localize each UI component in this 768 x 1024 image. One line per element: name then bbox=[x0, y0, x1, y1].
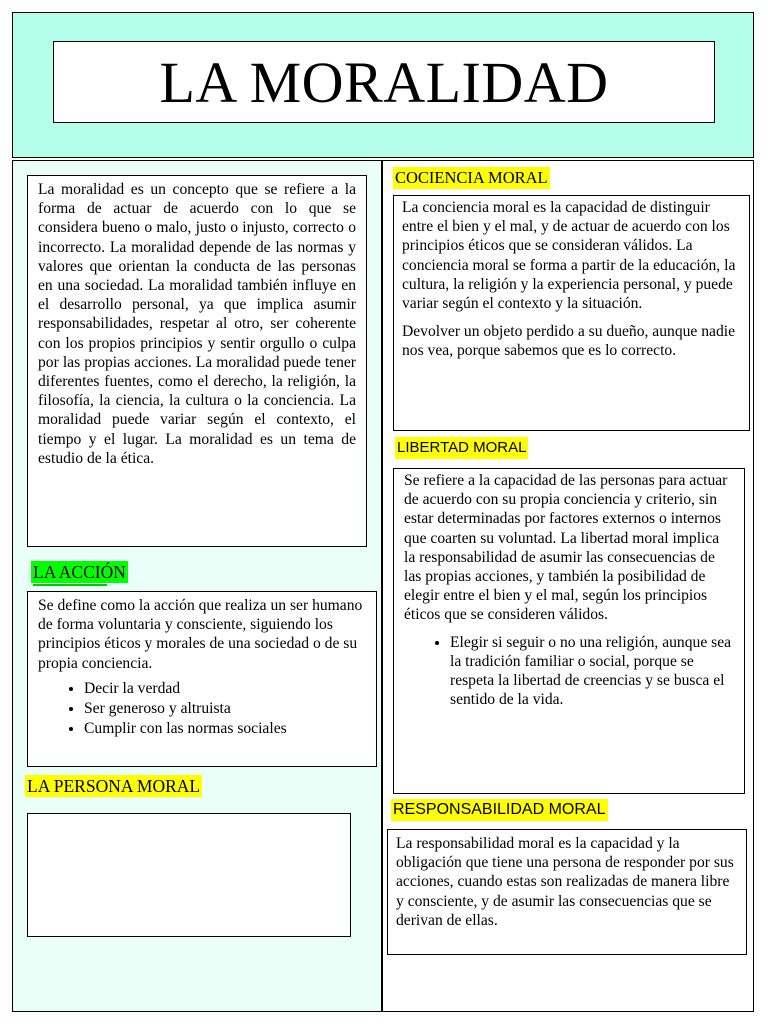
responsabilidad-heading: RESPONSABILIDAD MORAL bbox=[391, 799, 608, 821]
libertad-bullet-list bbox=[404, 633, 734, 710]
persona-heading: LA PERSONA MORAL bbox=[27, 776, 201, 796]
intro-box bbox=[27, 175, 367, 547]
header-banner bbox=[12, 12, 754, 158]
conciencia-text: La conciencia moral es la capacidad de distinguir entre el bien y el mal, y de actuar de acuerdo con los principios éticos que se consideran válidos. La conciencia moral se forma a partir de la educación, la cultura, la religión y la experiencia personal, y puede variar según el contexto y la situación. bbox=[402, 199, 736, 313]
libertad-text: Se refiere a la capacidad de las personas para actuar de acuerdo con su propia conciencia y criterio, sin estar determinadas por factores externos o internos que coarten su voluntad. La libertad moral implica la responsabilidad de asumir las consecuencias de las propias acciones, y también la posibilidad de elegir entre el bien y el mal, según los principios éticos que se consideren válidos. bbox=[404, 472, 728, 624]
accion-box bbox=[27, 591, 377, 767]
accion-heading: LA ACCIÓN bbox=[33, 562, 126, 582]
responsabilidad-box bbox=[387, 829, 747, 955]
responsabilidad-text: La responsabilidad moral es la capacidad y la obligación que tiene una persona de responder por sus acciones, cuando estas son realizadas de manera libre y consciente, y de asumir las consecuencias que se derivan de ellas. bbox=[396, 835, 734, 929]
right-column bbox=[382, 160, 754, 1012]
conciencia-heading: COCIENCIA MORAL bbox=[395, 168, 548, 187]
list-item: • Ser generoso y altruista bbox=[84, 699, 366, 719]
accion-bullet-list bbox=[38, 679, 366, 739]
intro-text: La moralidad es un concepto que se refiere a la forma de actuar de acuerdo con lo que se considera bueno o malo, justo o injusto, correcto o incorrecto. La moralidad depende de las normas y valores que orientan la conducta de las personas en una sociedad. La moralidad también influye en el desarrollo personal, ya que implica asumir responsabilidades, respetar al otro, ser coherente con los propios principios y sentir orgullo o culpa por las propias acciones. La moralidad puede tener diferentes fuentes, como el derecho, la religión, la filosofía, la ciencia, la cultura o la conciencia. La moralidad puede variar según el contexto, el tiempo y el lugar. La moralidad es un tema de estudio de la ética. bbox=[38, 181, 356, 467]
accion-text: Se define como la acción que realiza un ser humano de forma voluntaria y consciente, siguiendo los principios éticos y morales de una sociedad o de su propia conciencia. bbox=[38, 597, 363, 672]
persona-empty-box bbox=[27, 813, 351, 937]
list-item: • Cumplir con las normas sociales bbox=[84, 719, 366, 739]
left-column bbox=[12, 160, 382, 1012]
conciencia-example: Devolver un objeto perdido a su dueño, aunque nadie nos vea, porque sabemos que es lo correcto. bbox=[402, 323, 736, 360]
page-title: LA MORALIDAD bbox=[53, 41, 715, 123]
accion-heading-underline bbox=[33, 584, 107, 586]
conciencia-box bbox=[393, 195, 750, 431]
libertad-box bbox=[393, 468, 745, 794]
list-item: • Decir la verdad bbox=[84, 679, 366, 699]
libertad-heading: LIBERTAD MORAL bbox=[395, 437, 528, 459]
list-item: • Elegir si seguir o no una religión, aunque sea la tradición familiar o social, porque se respeta la libertad de creencias y se busca el sentido de la vida. bbox=[450, 633, 734, 710]
